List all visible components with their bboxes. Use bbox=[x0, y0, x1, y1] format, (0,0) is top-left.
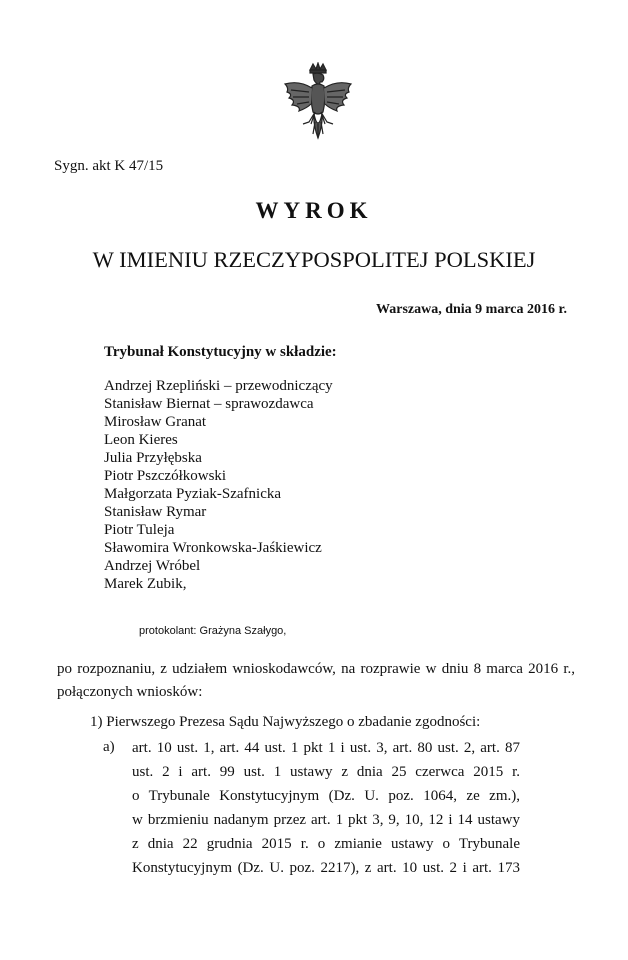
case-signature: Sygn. akt K 47/15 bbox=[54, 158, 164, 174]
motion-item-1: 1) Pierwszego Prezesa Sądu Najwyższego o zbadanie zgodności: bbox=[90, 714, 481, 730]
judge-name: Piotr Tuleja bbox=[104, 522, 175, 538]
polish-eagle-emblem-icon bbox=[279, 62, 357, 142]
subitem-line: o Trybunale Konstytucyjnym (Dz. U. poz. 1064, ze zm.), bbox=[132, 788, 520, 804]
judges-list bbox=[104, 377, 333, 593]
document-title: WYROK bbox=[255, 198, 373, 223]
judge-name: Małgorzata Pyziak-Szafnicka bbox=[104, 486, 282, 502]
intro-paragraph: po rozpoznaniu, z udziałem wnioskodawców, na rozprawie w dniu 8 marca 2016 r., bbox=[57, 661, 575, 677]
subitem-a-text bbox=[132, 736, 520, 880]
judge-name: Stanisław Rymar bbox=[104, 504, 207, 520]
judge-name: Andrzej Wróbel bbox=[104, 558, 201, 574]
judge-name: Marek Zubik, bbox=[104, 576, 187, 592]
judge-name: Mirosław Granat bbox=[104, 414, 207, 430]
subitem-line: Konstytucyjnym (Dz. U. poz. 2217), z art. 10 ust. 2 i art. 173 bbox=[132, 860, 520, 876]
judge-name: Stanisław Biernat – sprawozdawca bbox=[104, 396, 314, 412]
subitem-line: z dnia 22 grudnia 2015 r. o zmianie ustawy o Trybunale bbox=[132, 836, 520, 852]
judge-name: Piotr Pszczółkowski bbox=[104, 468, 227, 484]
subitem-line: w brzmieniu nadanym przez art. 1 pkt 3, 9, 10, 12 i 14 ustawy bbox=[132, 812, 520, 828]
judge-name: Andrzej Rzepliński – przewodniczący bbox=[104, 378, 333, 394]
court-clerk: protokolant: Grażyna Szałygo, bbox=[139, 625, 287, 637]
subitem-line: art. 10 ust. 1, art. 44 ust. 1 pkt 1 i ust. 3, art. 80 ust. 2, art. 87 bbox=[132, 740, 520, 756]
place-date: Warszawa, dnia 9 marca 2016 r. bbox=[376, 302, 567, 317]
subitem-letter: a) bbox=[103, 739, 115, 755]
judge-name: Julia Przyłębska bbox=[104, 450, 202, 466]
judge-name: Leon Kieres bbox=[104, 432, 178, 448]
judge-name: Sławomira Wronkowska-Jaśkiewicz bbox=[104, 540, 322, 556]
intro-paragraph-continued: połączonych wniosków: bbox=[57, 684, 203, 700]
document-subtitle: W IMIENIU RZECZYPOSPOLITEJ POLSKIEJ bbox=[92, 247, 536, 272]
subitem-line: ust. 2 i art. 99 ust. 1 ustawy z dnia 25 czerwca 2015 r. bbox=[132, 764, 520, 780]
composition-heading: Trybunał Konstytucyjny w składzie: bbox=[104, 344, 337, 360]
